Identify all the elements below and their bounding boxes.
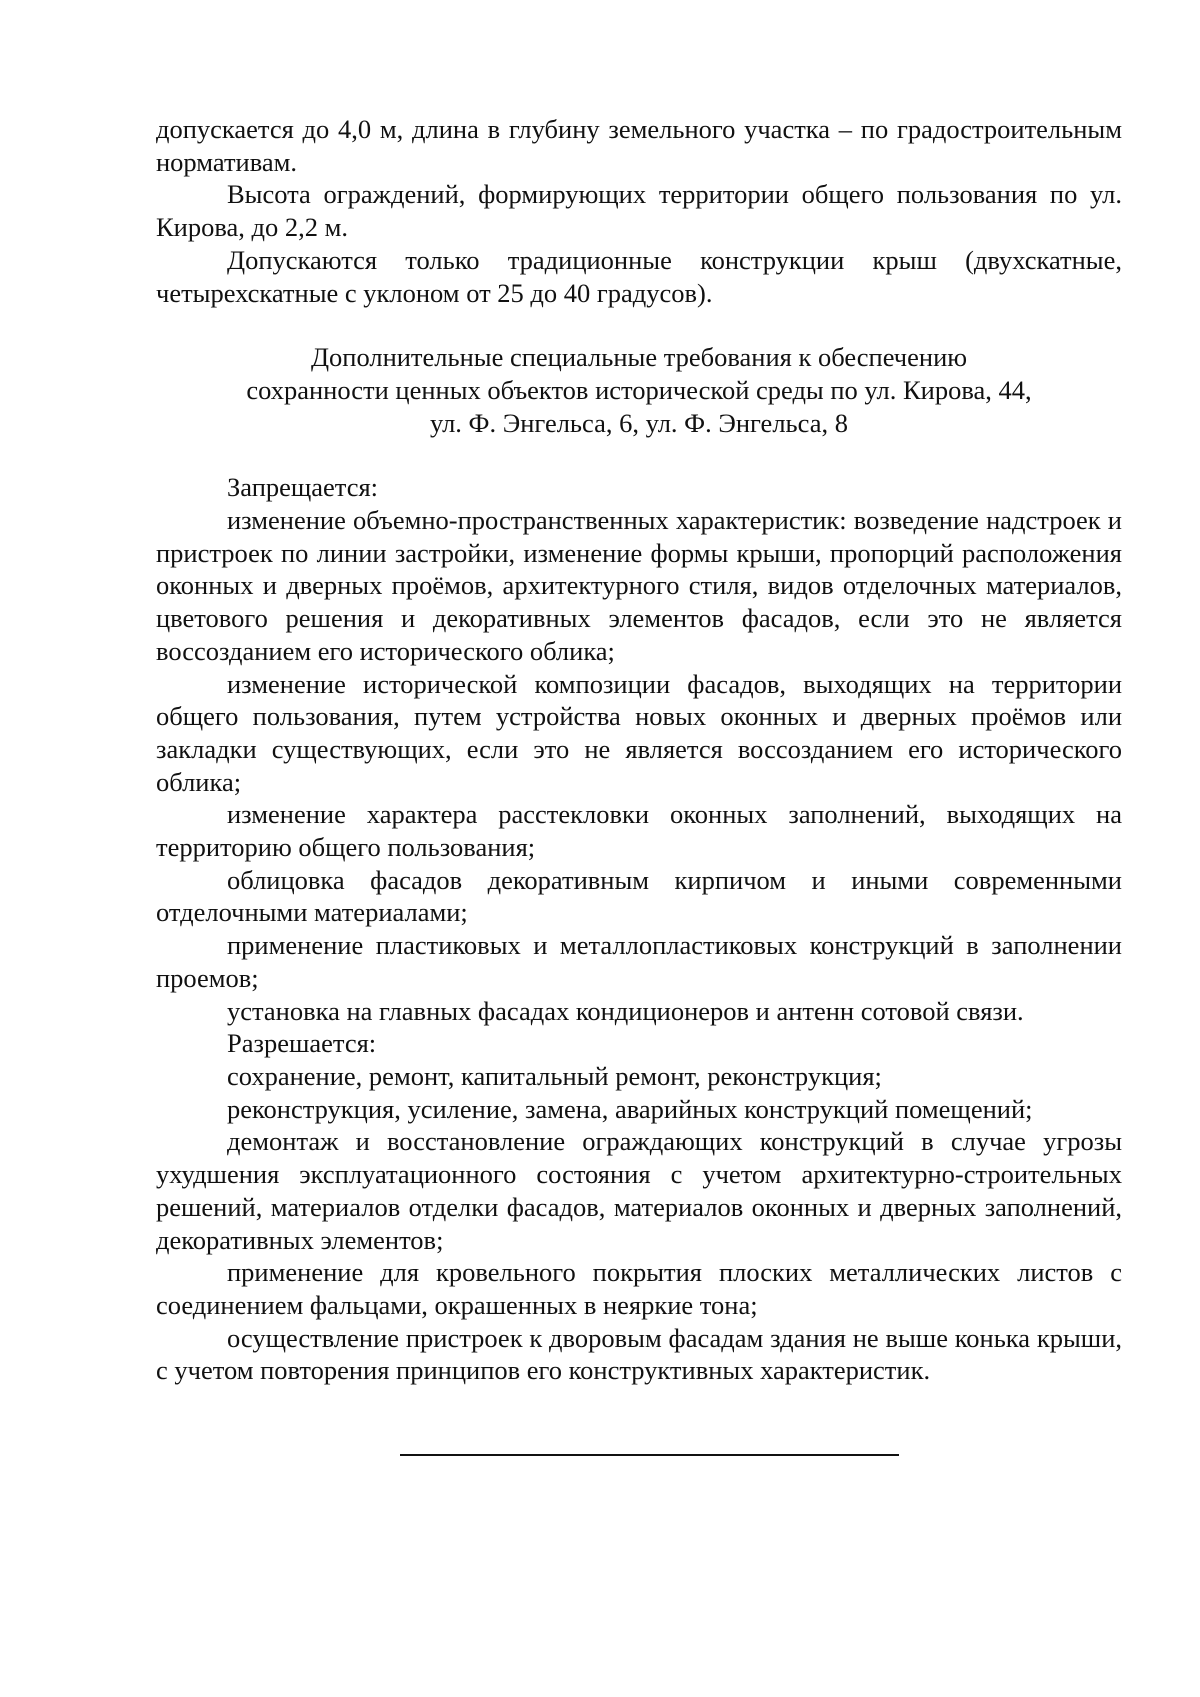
paragraph-continuation: допускается до 4,0 м, длина в глубину земельного участка – по градостроительным нормативам. [156, 114, 1122, 177]
prohibited-item: установка на главных фасадах кондиционеров и антенн сотовой связи. [227, 995, 1024, 1026]
allowed-title: Разрешается: [227, 1028, 377, 1059]
allowed-item: реконструкция, усиление, замена, аварийных конструкций помещений; [227, 1093, 1033, 1124]
section-heading-line-3: ул. Ф. Энгельса, 6, ул. Ф. Энгельса, 8 [430, 407, 848, 438]
document-body [156, 113, 1122, 1387]
end-of-section-rule [400, 1454, 899, 1456]
allowed-item: демонтаж и восстановление ограждающих конструкций в случае угрозы ухудшения эксплуатационного состояния с учетом архитектурно-строительных решений, материалов отделки фасадов, материалов оконных и дверных заполнений, декоративных элементов; [156, 1126, 1122, 1255]
prohibited-item: изменение исторической композиции фасадов, выходящих на территории общего пользования, путем устройства новых оконных и дверных проёмов или закладки существующих, если это не является воссозданием его исторического облика; [156, 668, 1122, 797]
prohibited-title: Запрещается: [227, 472, 379, 503]
allowed-item: осуществление пристроек к дворовым фасадам здания не выше конька крыши, с учетом повторения принципов его конструктивных характеристик. [156, 1322, 1122, 1386]
allowed-item: применение для кровельного покрытия плоских металлических листов с соединением фальцами, окрашенных в неяркие тона; [156, 1257, 1122, 1320]
allowed-item: сохранение, ремонт, капитальный ремонт, реконструкция; [227, 1060, 882, 1091]
prohibited-item: облицовка фасадов декоративным кирпичом и иными современными отделочными материалами; [156, 864, 1122, 928]
section-heading-line-1: Дополнительные специальные требования к обеспечению [310, 342, 968, 373]
prohibited-item: изменение характера расстекловки оконных заполнений, выходящих на территорию общего пользования; [156, 799, 1122, 863]
section-heading-line-2: сохранности ценных объектов исторической среды по ул. Кирова, 44, [246, 374, 1032, 405]
paragraph-fence-height: Высота ограждений, формирующих территории общего пользования по ул. Кирова, до 2,2 м. [156, 179, 1122, 243]
paragraph-roof-types: Допускаются только традиционные конструкции крыш (двухскатные, четырехскатные с уклоном от 25 до 40 градусов). [156, 244, 1122, 308]
prohibited-item: изменение объемно-пространственных характеристик: возведение надстроек и пристроек по линии застройки, изменение формы крыши, пропорций расположения оконных и дверных проёмов, архитектурного стиля, видов отделочных материалов, цветового решения и декоративных элементов фасадов, если это не является воссозданием его исторического облика; [156, 505, 1122, 666]
prohibited-item: применение пластиковых и металлопластиковых конструкций в заполнении проемов; [156, 930, 1122, 993]
section-heading [156, 341, 1122, 439]
